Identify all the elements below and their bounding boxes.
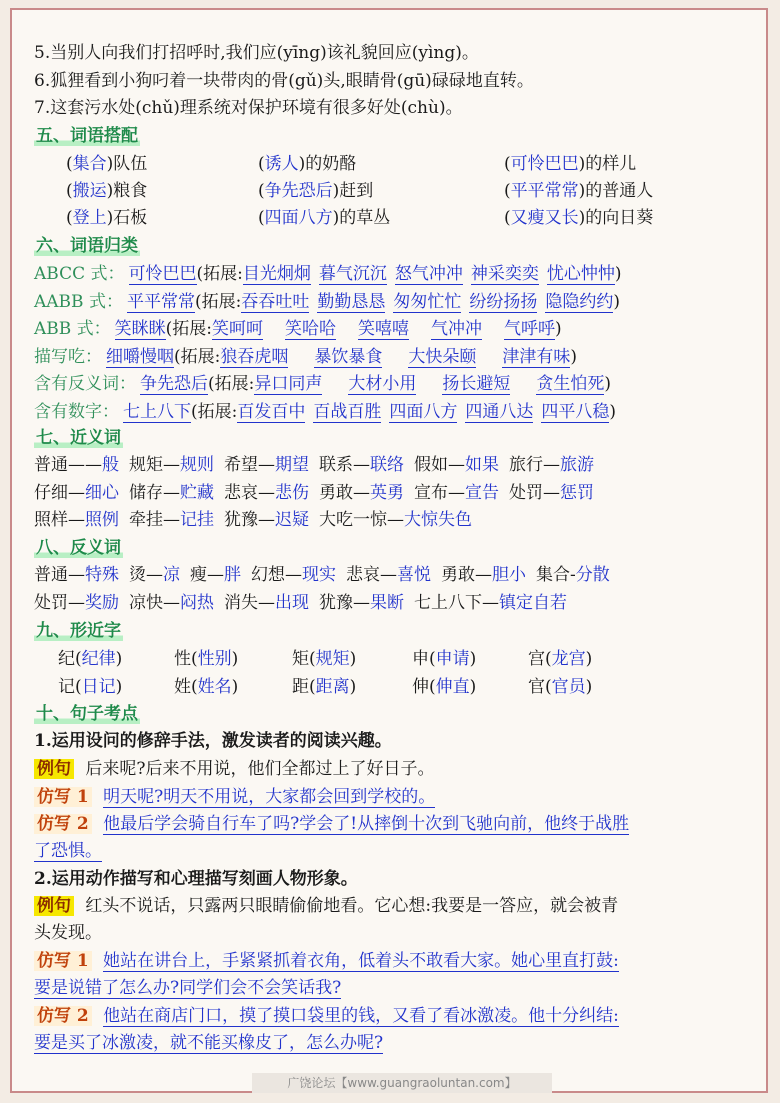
antonym-answer: 胖 — [224, 565, 241, 585]
synonym-word: 普通—— — [34, 455, 102, 475]
extend-suffix: ) — [604, 374, 612, 394]
extend-word: 暴饮暴食 — [314, 346, 383, 367]
imitation-4-line-1: 他站在商店门口，摸了摸口袋里的钱，又看了看冰激凌。他十分纠结: — [103, 1006, 619, 1026]
synonym-word: 勇敢— — [319, 482, 370, 503]
paren: ( — [191, 649, 198, 669]
paren: ( — [258, 154, 265, 174]
category-row — [34, 373, 611, 395]
similar-char-item — [58, 648, 122, 670]
similar-char: 性 — [174, 649, 191, 669]
antonym-answer: 胆小 — [492, 565, 526, 585]
similar-char-word: 性别 — [197, 649, 232, 669]
synonym-row — [34, 454, 594, 476]
paren: ( — [545, 649, 552, 669]
collocation-answer: 平平常常 — [510, 181, 579, 201]
imitation-1: 明天呢?明天不用说，大家都会回到学校的。 — [103, 787, 436, 807]
synonym-answer: 般 — [102, 455, 119, 475]
paren: ) — [115, 649, 123, 669]
collocation-answer: 四面八方 — [264, 208, 333, 228]
collocation-word: 队伍 — [113, 154, 148, 174]
extend-word: 吞吞吐吐 — [241, 291, 310, 312]
paren: ( — [309, 649, 316, 669]
extend-word: 百发百中 — [237, 401, 306, 422]
collocation-answer: 又瘦又长 — [510, 208, 579, 228]
antonym-answer: 分散 — [575, 565, 610, 585]
extend-suffix: ) — [570, 346, 578, 367]
antonym-answer: 现实 — [302, 565, 336, 585]
extend-word: 纷纷扬扬 — [469, 291, 538, 312]
collocation-answer: 诱人 — [264, 154, 299, 174]
similar-char: 宫 — [528, 649, 545, 669]
synonym-word: 牵挂— — [129, 510, 180, 530]
similar-char-item — [292, 648, 356, 670]
imitation-3-label: 仿写 1 — [34, 951, 92, 971]
extend-suffix: ) — [609, 401, 617, 422]
antonym-word: 悲哀— — [346, 565, 397, 585]
collocation-item — [258, 153, 356, 175]
category-main: 争先恐后 — [140, 374, 208, 394]
paren: ) — [349, 676, 357, 697]
antonym-word: 勇敢— — [441, 565, 492, 585]
extend-suffix: ) — [614, 264, 622, 284]
collocation-item — [66, 207, 147, 229]
synonym-answer: 照例 — [85, 510, 119, 530]
paren: ( — [504, 154, 511, 174]
extend-prefix: (拓展: — [196, 264, 243, 284]
collocation-word: 粮食 — [113, 181, 148, 201]
antonym-answer: 奖励 — [85, 592, 119, 613]
paren: ) — [578, 154, 586, 174]
extend-word: 勤勤恳恳 — [317, 291, 386, 312]
synonym-word: 假如— — [414, 455, 465, 475]
similar-char: 伸 — [412, 676, 429, 697]
category-row — [34, 263, 622, 285]
extend-prefix: (拓展: — [165, 319, 213, 339]
imitation-2-line-2: 了恐惧。 — [34, 841, 102, 861]
similar-char-item — [174, 648, 238, 670]
collocation-item — [258, 180, 373, 202]
extend-word: 笑嘻嘻 — [358, 319, 410, 339]
paren: ( — [66, 181, 73, 201]
paren: ( — [258, 208, 265, 228]
section-6-title: 六、词语归类 — [36, 236, 138, 256]
paren: ) — [231, 676, 239, 697]
paren: ) — [585, 649, 593, 669]
imitation-2-label: 仿写 2 — [34, 814, 92, 834]
imitation-2-line-1: 他最后学会骑自行车了吗?学会了!从摔倒十次到飞驰向前，他终于战胜 — [103, 814, 630, 834]
similar-char-word: 距离 — [315, 676, 350, 697]
antonym-word: 集合- — [536, 565, 576, 585]
synonym-answer: 宣告 — [465, 482, 499, 503]
footer-watermark: 广饶论坛【www.guangraoluntan.com】 — [252, 1073, 552, 1093]
section-7-title: 七、近义词 — [36, 428, 121, 448]
paren: ) — [106, 208, 114, 228]
example-2-line-2: 头发现。 — [34, 923, 102, 943]
antonym-answer: 特殊 — [85, 565, 119, 585]
extend-word: 异口同声 — [254, 374, 323, 394]
paren: ) — [106, 154, 114, 174]
extend-prefix: (拓展: — [208, 374, 255, 394]
antonym-word: 普通— — [34, 565, 85, 585]
similar-char-word: 姓名 — [197, 676, 232, 697]
synonym-word: 大吃一惊— — [319, 510, 404, 530]
paren: ) — [349, 649, 357, 669]
antonym-answer: 喜悦 — [397, 565, 431, 585]
synonym-answer: 细心 — [85, 482, 119, 503]
paren: ) — [578, 208, 586, 228]
similar-char: 官 — [528, 676, 545, 697]
collocation-word: 的样儿 — [585, 154, 637, 174]
paren: ( — [504, 208, 511, 228]
category-main: 七上八下 — [123, 401, 191, 422]
imitation-3-line-1: 她站在讲台上，手紧紧抓着衣角，低着头不敢看大家。她心里直打鼓: — [103, 951, 619, 971]
point-1: 1.运用设问的修辞手法，激发读者的阅读兴趣。 — [34, 731, 392, 751]
synonym-answer: 英勇 — [370, 482, 404, 503]
extend-word: 津津有味 — [502, 346, 571, 367]
extend-prefix: (拓展: — [174, 346, 221, 367]
extend-word: 四通八达 — [465, 401, 534, 422]
category-main: 平平常常 — [126, 291, 195, 312]
synonym-word: 储存— — [129, 482, 180, 503]
section-10-title: 十、句子考点 — [36, 704, 138, 724]
paren: ( — [258, 181, 265, 201]
example-2-line-1: 红头不说话，只露两只眼睛偷偷地看。它心想:我要是一答应，就会被青 — [85, 896, 619, 916]
collocation-word: 的向日葵 — [585, 208, 654, 228]
collocation-item — [258, 207, 390, 229]
similar-char-item — [58, 676, 122, 698]
synonym-word: 犹豫— — [224, 510, 275, 530]
antonym-word: 处罚— — [34, 592, 85, 613]
similar-char-item — [412, 676, 476, 698]
extend-word: 四面八方 — [389, 401, 458, 422]
synonym-answer: 贮藏 — [180, 482, 214, 503]
extend-suffix: ) — [555, 319, 562, 339]
synonym-answer: 记挂 — [180, 510, 214, 530]
paren: ( — [545, 676, 552, 697]
extend-suffix: ) — [613, 291, 620, 312]
paren: ) — [332, 181, 340, 201]
collocation-answer: 争先恐后 — [264, 181, 333, 201]
extend-prefix: (拓展: — [191, 401, 238, 422]
paren: ) — [578, 181, 586, 201]
paren: ) — [106, 181, 114, 201]
synonym-word: 希望— — [224, 455, 275, 475]
paren: ) — [469, 649, 477, 669]
collocation-item — [504, 153, 636, 175]
paren: ( — [66, 208, 73, 228]
synonym-word: 宣布— — [414, 482, 465, 503]
collocation-word: 赶到 — [339, 181, 374, 201]
synonym-word: 照样— — [34, 510, 85, 530]
paren: ) — [585, 676, 593, 697]
synonym-word: 旅行— — [509, 455, 560, 475]
similar-char-item — [412, 648, 476, 670]
point-2: 2.运用动作描写和心理描写刻画人物形象。 — [34, 869, 358, 889]
synonym-answer: 迟疑 — [275, 510, 309, 530]
similar-char-word: 伸直 — [435, 676, 470, 697]
example-1: 后来呢?后来不用说，他们全都过上了好日子。 — [85, 759, 435, 779]
paren: ) — [469, 676, 477, 697]
antonym-row — [34, 564, 610, 586]
category-label: 含有数字： — [34, 401, 119, 422]
paren: ) — [332, 208, 340, 228]
antonym-word: 消失— — [224, 592, 275, 613]
synonym-word: 联系— — [319, 455, 370, 475]
collocation-answer: 登上 — [72, 208, 107, 228]
example-label: 例句 — [34, 759, 74, 779]
synonym-row — [34, 482, 594, 504]
similar-char-word: 规矩 — [315, 649, 350, 669]
extend-word: 笑哈哈 — [285, 319, 337, 339]
imitation-3-line-2: 要是说错了怎么办?同学们会不会笑话我? — [34, 978, 342, 998]
line-6: 6.狐狸看到小狗叼着一块带肉的骨(gǔ)头,眼睛骨(gū)碌碌地直转。 — [34, 71, 534, 91]
synonym-answer: 旅游 — [560, 455, 594, 475]
paren: ( — [191, 676, 198, 697]
extend-word: 四平八稳 — [541, 401, 610, 422]
synonym-answer: 惩罚 — [560, 482, 594, 503]
extend-word: 神采奕奕 — [470, 264, 539, 284]
paren: ) — [231, 649, 239, 669]
collocation-item — [66, 153, 147, 175]
extend-word: 贪生怕死 — [536, 374, 605, 394]
collocation-word: 的草丛 — [339, 208, 391, 228]
paren: ( — [75, 676, 82, 697]
synonym-word: 悲哀— — [224, 482, 275, 503]
line-7: 7.这套污水处(chǔ)理系统对保护环境有很多好处(chù)。 — [34, 98, 463, 118]
category-label: AABB 式： — [34, 291, 123, 312]
paren: ( — [309, 676, 316, 697]
antonym-word: 犹豫— — [319, 592, 370, 613]
synonym-word: 处罚— — [509, 482, 560, 503]
category-row — [34, 346, 577, 368]
synonym-answer: 悲伤 — [275, 482, 309, 503]
similar-char: 申 — [412, 649, 429, 669]
extend-word: 目光炯炯 — [242, 264, 311, 284]
antonym-word: 七上八下— — [414, 592, 499, 613]
line-5: 5.当别人向我们打招呼时,我们应(yīng)该礼貌回应(yìng)。 — [34, 43, 479, 63]
synonym-word: 仔细— — [34, 482, 85, 503]
imitation-4-line-2: 要是买了冰激凌，就不能买橡皮了，怎么办呢? — [34, 1033, 384, 1053]
paren: ( — [66, 154, 73, 174]
similar-char-word: 日记 — [81, 676, 116, 697]
extend-word: 暮气沉沉 — [318, 264, 387, 284]
antonym-answer: 果断 — [370, 592, 404, 613]
paren: ) — [298, 154, 306, 174]
collocation-answer: 集合 — [72, 154, 107, 174]
category-main: 细嚼慢咽 — [106, 346, 174, 367]
antonym-answer: 镇定自若 — [499, 592, 567, 613]
similar-char: 姓 — [174, 676, 191, 697]
antonym-word: 凉快— — [129, 592, 180, 613]
antonym-word: 瘦— — [190, 565, 224, 585]
antonym-word: 烫— — [129, 565, 163, 585]
collocation-item — [66, 180, 147, 202]
section-8-title: 八、反义词 — [36, 538, 121, 558]
extend-word: 扬长避短 — [442, 374, 511, 394]
similar-char-item — [292, 676, 356, 698]
similar-char: 记 — [58, 676, 75, 697]
section-5-title: 五、词语搭配 — [36, 126, 138, 146]
synonym-answer: 大惊失色 — [404, 510, 472, 530]
paren: ( — [429, 676, 436, 697]
similar-char-word: 龙宫 — [551, 649, 586, 669]
paren: ( — [75, 649, 82, 669]
category-row — [34, 318, 562, 340]
synonym-answer: 联络 — [370, 455, 404, 475]
similar-char: 纪 — [58, 649, 75, 669]
category-label: ABCC 式： — [34, 264, 125, 284]
antonym-word: 幻想— — [251, 565, 302, 585]
imitation-4-label: 仿写 2 — [34, 1006, 92, 1026]
synonym-word: 规矩— — [129, 455, 180, 475]
extend-word: 百战百胜 — [313, 401, 382, 422]
category-main: 可怜巴巴 — [128, 264, 197, 284]
extend-word: 怒气冲冲 — [394, 264, 463, 284]
synonym-answer: 如果 — [465, 455, 499, 475]
similar-char: 距 — [292, 676, 309, 697]
section-9-title: 九、形近字 — [36, 621, 121, 641]
category-main: 笑眯眯 — [114, 319, 166, 339]
similar-char-item — [528, 648, 592, 670]
extend-word: 大材小用 — [348, 374, 417, 394]
synonym-row — [34, 509, 472, 531]
antonym-answer: 闷热 — [180, 592, 214, 613]
similar-char-word: 申请 — [435, 649, 470, 669]
category-label: 描写吃： — [34, 346, 102, 367]
antonym-answer: 凉 — [163, 565, 180, 585]
extend-word: 气呼呼 — [504, 319, 556, 339]
collocation-word: 的奶酪 — [305, 154, 357, 174]
extend-word: 笑呵呵 — [212, 319, 264, 339]
paren: ) — [115, 676, 123, 697]
similar-char-item — [528, 676, 592, 698]
category-label: 含有反义词： — [34, 374, 136, 394]
paren: ( — [429, 649, 436, 669]
similar-char: 矩 — [292, 649, 309, 669]
similar-char-word: 官员 — [551, 676, 586, 697]
extend-word: 隐隐约约 — [545, 291, 614, 312]
extend-word: 狼吞虎咽 — [220, 346, 289, 367]
antonym-answer: 出现 — [275, 592, 309, 613]
collocation-word: 石板 — [113, 208, 148, 228]
extend-word: 忧心忡忡 — [546, 264, 615, 284]
extend-word: 大快朵颐 — [408, 346, 477, 367]
extend-prefix: (拓展: — [194, 291, 242, 312]
extend-word: 气冲冲 — [431, 319, 483, 339]
collocation-word: 的普通人 — [585, 181, 654, 201]
category-row — [34, 401, 616, 423]
similar-char-word: 纪律 — [81, 649, 116, 669]
category-label: ABB 式： — [34, 319, 111, 339]
imitation-1-label: 仿写 1 — [34, 787, 92, 807]
synonym-answer: 期望 — [275, 455, 309, 475]
category-row — [34, 291, 620, 313]
antonym-row — [34, 592, 567, 614]
collocation-item — [504, 180, 653, 202]
synonym-answer: 规则 — [180, 455, 214, 475]
example-label-2: 例句 — [34, 896, 74, 916]
paren: ( — [504, 181, 511, 201]
collocation-item — [504, 207, 653, 229]
collocation-answer: 搬运 — [72, 181, 107, 201]
extend-word: 匆匆忙忙 — [393, 291, 462, 312]
similar-char-item — [174, 676, 238, 698]
collocation-answer: 可怜巴巴 — [510, 154, 579, 174]
